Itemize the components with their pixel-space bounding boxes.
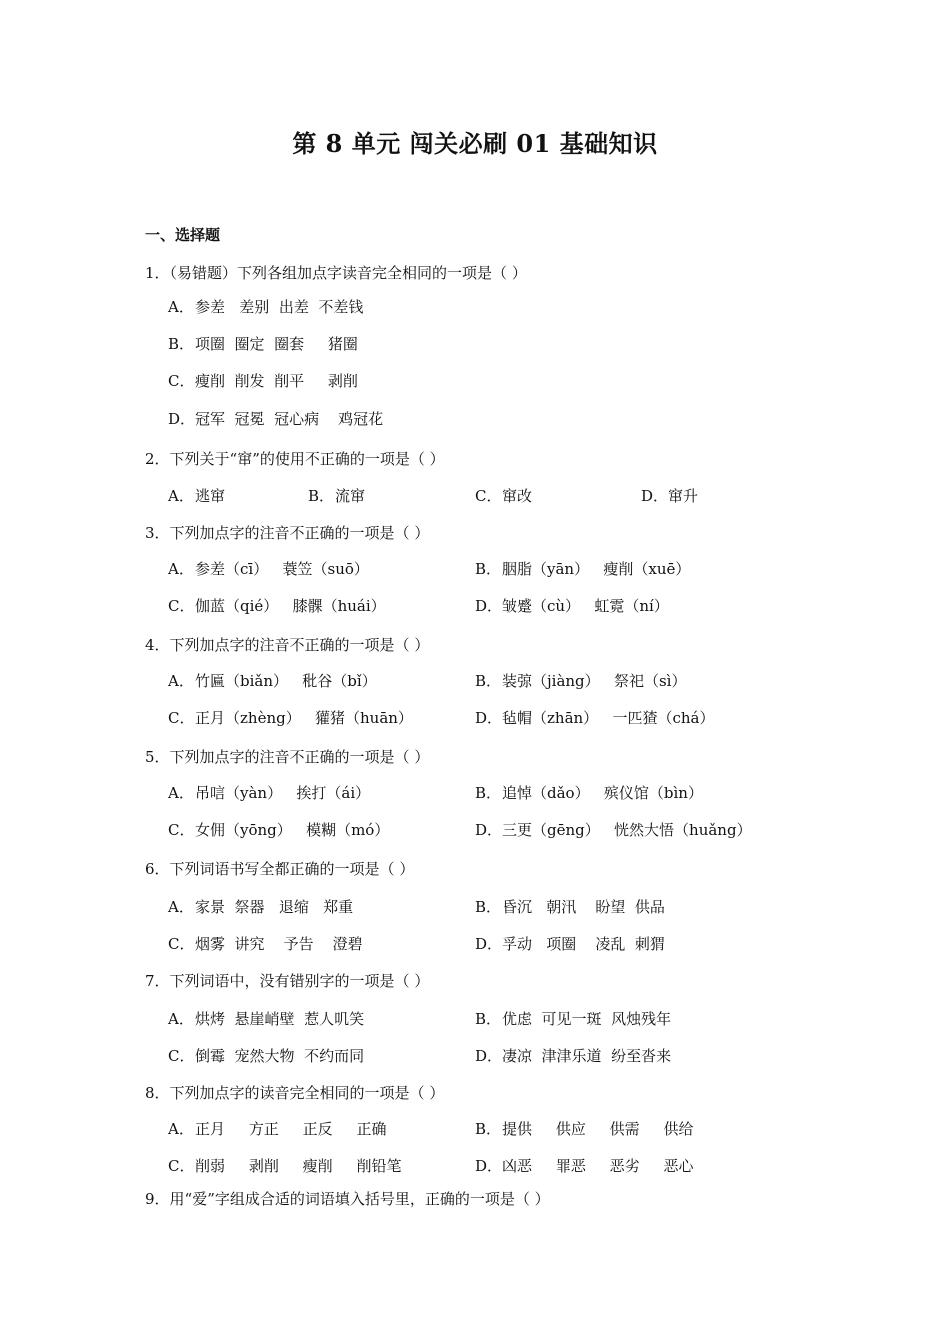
answer-option [168,485,225,506]
option-label: C． [168,935,195,953]
option-label: D． [475,821,503,839]
option-text: 参差（cī） 蓑笠（suō） [195,560,369,578]
option-label: C． [168,709,195,727]
option-label: B． [475,1010,502,1028]
option-text: 昏沉 朝汛 盼望 供品 [502,898,665,916]
option-label: B． [308,487,335,505]
option-text: 窜改 [502,487,533,505]
answer-option [168,1008,364,1029]
answer-option [308,485,365,506]
answer-option [475,933,665,954]
option-text: 竹匾（biǎn） 秕谷（bǐ） [195,672,377,690]
question-stem: 9．用“爱”字组成合适的词语填入括号里，正确的一项是（ ） [145,1190,550,1208]
option-label: C． [168,821,195,839]
option-text: 正月（zhèng） 獾猪（huān） [195,709,413,727]
section-heading: 一、选择题 [145,226,221,244]
option-label: D． [641,487,669,505]
option-text: 凄凉 津津乐道 纷至沓来 [502,1047,672,1065]
question-stem: 6．下列词语书写全都正确的一项是（ ） [145,860,415,878]
answer-option [475,896,665,917]
option-text: 逃窜 [195,487,226,505]
option-label: C． [168,1157,195,1175]
option-label: A． [168,784,194,802]
answer-option [168,933,363,954]
answer-option [475,1155,694,1176]
option-text: 瘦削 削发 削平 剥削 [195,372,358,390]
option-label: C． [168,597,195,615]
answer-option [168,1045,364,1066]
question-stem: 3．下列加点字的注音不正确的一项是（ ） [145,524,430,542]
option-text: 烘烤 悬崖峭壁 惹人叽笑 [195,1010,365,1028]
option-label: A． [168,1120,194,1138]
option-label: D． [475,1157,503,1175]
option-text: 优虑 可见一斑 风烛残年 [502,1010,672,1028]
option-text: 皱蹙（cù） 虹霓（ní） [502,597,669,615]
answer-option [475,670,686,691]
answer-option [475,1045,671,1066]
option-text: 孚动 项圈 凌乱 刺猬 [502,935,665,953]
question-stem: 8．下列加点字的读音完全相同的一项是（ ） [145,1084,445,1102]
option-text: 项圈 圈定 圈套 猪圈 [195,335,358,353]
option-label: A． [168,898,194,916]
answer-option [168,896,353,917]
answer-option [168,707,413,728]
option-label: B． [475,784,502,802]
option-label: C． [168,1047,195,1065]
option-label: D． [475,935,503,953]
option-text: 追悼（dǎo） 殡仪馆（bìn） [502,784,703,802]
answer-option [475,819,752,840]
option-text: 胭脂（yān） 瘦削（xuē） [502,560,691,578]
question-stem: 5．下列加点字的注音不正确的一项是（ ） [145,748,430,766]
option-label: B． [475,560,502,578]
option-label: B． [475,672,502,690]
option-text: 参差 差别 出差 不差钱 [195,298,364,316]
answer-option [168,819,389,840]
option-label: D． [475,1047,503,1065]
answer-option [475,595,669,616]
answer-option [168,782,370,803]
option-text: 三更（gēng） 恍然大悟（huǎng） [502,821,752,839]
option-text: 正月 方正 正反 正确 [195,1120,387,1138]
option-text: 冠军 冠冕 冠心病 鸡冠花 [195,410,384,428]
answer-option [641,485,698,506]
option-text: 凶恶 罪恶 恶劣 恶心 [502,1157,694,1175]
option-text: 倒霉 宠然大物 不约而同 [195,1047,365,1065]
answer-option [168,558,369,579]
answer-option [168,333,358,354]
option-label: B． [168,335,195,353]
option-label: A． [168,487,194,505]
option-label: A． [168,298,194,316]
option-text: 女佣（yōng） 模糊（mó） [195,821,390,839]
option-label: A． [168,672,194,690]
answer-option [475,707,714,728]
answer-option [475,558,690,579]
option-label: D． [475,709,503,727]
answer-option [168,296,363,317]
option-text: 毡帽（zhān） 一匹猹（chá） [502,709,715,727]
option-text: 装弶（jiàng） 祭祀（sì） [502,672,687,690]
option-text: 流窜 [335,487,366,505]
option-text: 吊唁（yàn） 挨打（ái） [195,784,371,802]
option-text: 家景 祭器 退缩 郑重 [195,898,354,916]
option-label: B． [475,898,502,916]
answer-option [168,1118,387,1139]
answer-option [168,370,358,391]
answer-option [475,782,703,803]
answer-option [168,408,383,429]
answer-option [475,485,532,506]
answer-option [475,1118,694,1139]
answer-option [168,595,386,616]
option-label: A． [168,560,194,578]
option-text: 削弱 剥削 瘦削 削铅笔 [195,1157,402,1175]
option-text: 提供 供应 供需 供给 [502,1120,694,1138]
option-label: D． [168,410,196,428]
option-label: D． [475,597,503,615]
option-label: A． [168,1010,194,1028]
option-label: C． [475,487,502,505]
question-stem: 1．（易错题）下列各组加点字读音完全相同的一项是（ ） [145,264,527,282]
page-title: 第 8 单元 闯关必刷 01 基础知识 [292,129,658,158]
option-label: B． [475,1120,502,1138]
answer-option [475,1008,671,1029]
question-stem: 7．下列词语中，没有错别字的一项是（ ） [145,972,430,990]
option-text: 伽蓝（qié） 膝髁（huái） [195,597,386,615]
question-stem: 4．下列加点字的注音不正确的一项是（ ） [145,636,430,654]
question-stem: 2．下列关于“窜”的使用不正确的一项是（ ） [145,450,445,468]
answer-option [168,670,377,691]
option-text: 窜升 [668,487,699,505]
option-text: 烟雾 讲究 予告 澄碧 [195,935,363,953]
answer-option [168,1155,402,1176]
option-label: C． [168,372,195,390]
